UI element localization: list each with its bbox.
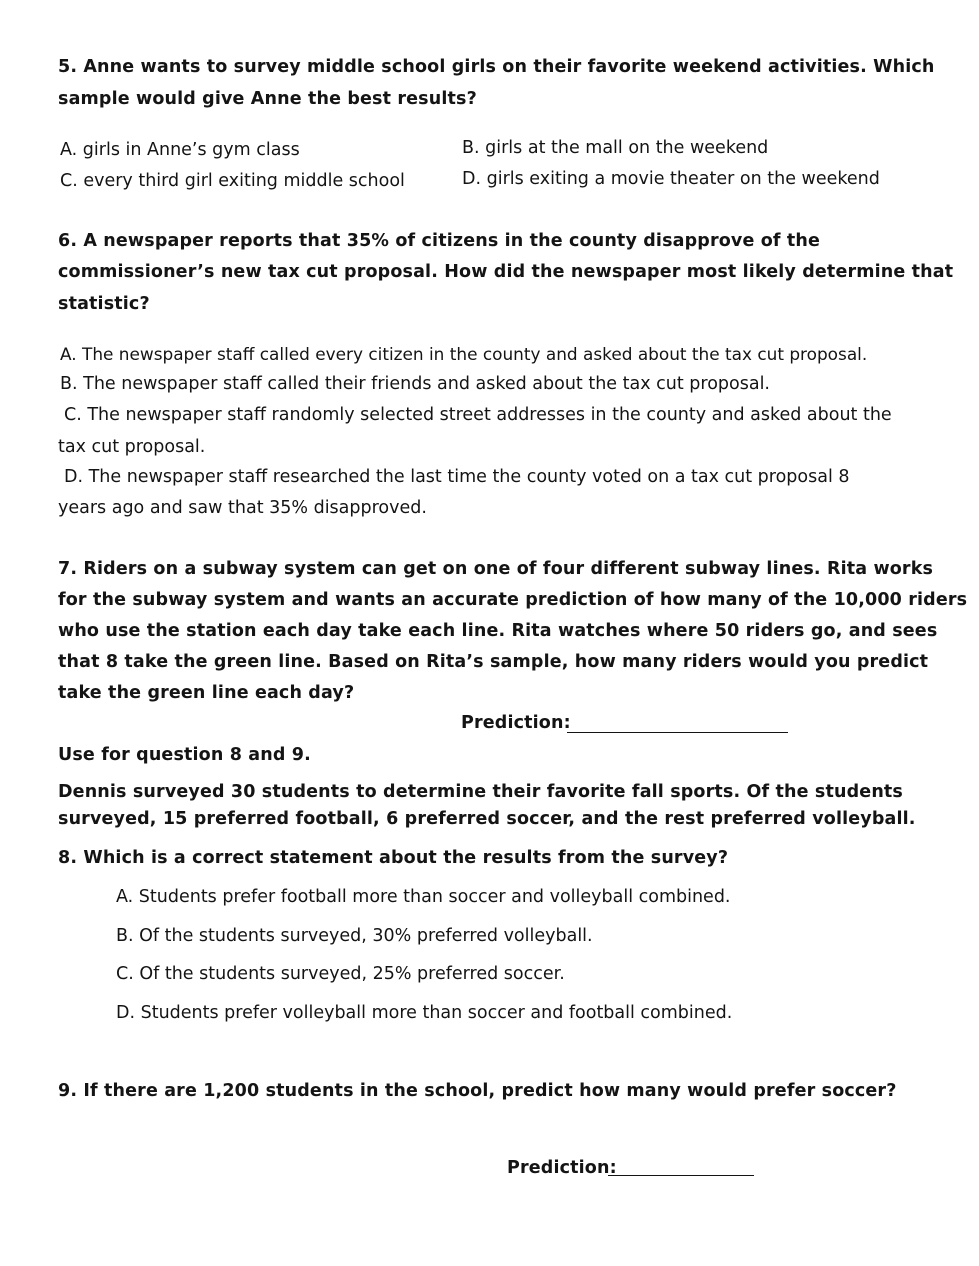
q7-prediction-label: Prediction: <box>461 713 571 733</box>
q7-stem-line-2: for the subway system and wants an accurate prediction of how many of the 10,000 riders <box>58 590 968 610</box>
q7-stem-line-3: who use the station each day take each line. Rita watches where 50 riders go, and sees <box>58 621 938 641</box>
q5-stem-line-1: 5. Anne wants to survey middle school girls on their favorite weekend activities. Which <box>58 57 935 77</box>
q6-stem-line-2: commissioner’s new tax cut proposal. How did the newspaper most likely determine that <box>58 262 954 282</box>
q5-option-b: B. girls at the mall on the weekend <box>462 138 769 158</box>
q6-option-d-line-2: years ago and saw that 35% disapproved. <box>58 498 427 518</box>
shared-note: Use for question 8 and 9. <box>58 745 311 765</box>
q9-prediction-answer-line[interactable] <box>608 1175 754 1176</box>
q6-stem-line-3: statistic? <box>58 294 150 314</box>
q7-stem-line-1: 7. Riders on a subway system can get on one of four different subway lines. Rita works <box>58 559 934 579</box>
q6-option-a: A. The newspaper staff called every citizen in the county and asked about the tax cut proposal. <box>60 344 868 364</box>
q7-stem-line-4: that 8 take the green line. Based on Rita’s sample, how many riders would you predict <box>58 652 929 672</box>
q5-option-a: A. girls in Anne’s gym class <box>60 140 300 160</box>
q5-stem-line-2: sample would give Anne the best results? <box>58 89 477 109</box>
q7-prediction-answer-line[interactable] <box>567 732 788 733</box>
shared-context-line-2: surveyed, 15 preferred football, 6 preferred soccer, and the rest preferred volleyball. <box>58 809 916 829</box>
q6-option-b: B. The newspaper staff called their friends and asked about the tax cut proposal. <box>60 374 770 394</box>
q6-option-c-line-2: tax cut proposal. <box>58 437 206 457</box>
q6-stem-line-1: 6. A newspaper reports that 35% of citizens in the county disapprove of the <box>58 231 821 251</box>
shared-context-line-1: Dennis surveyed 30 students to determine their favorite fall sports. Of the students <box>58 782 904 802</box>
q5-option-c: C. every third girl exiting middle school <box>60 171 405 191</box>
q8-stem: 8. Which is a correct statement about the results from the survey? <box>58 848 729 868</box>
q9-stem: 9. If there are 1,200 students in the school, predict how many would prefer soccer? <box>58 1081 897 1101</box>
q7-stem-line-5: take the green line each day? <box>58 683 355 703</box>
q8-option-a: A. Students prefer football more than soccer and volleyball combined. <box>116 887 731 907</box>
q6-option-d-line-1: D. The newspaper staff researched the last time the county voted on a tax cut proposal 8 <box>64 467 850 487</box>
q8-option-c: C. Of the students surveyed, 25% preferred soccer. <box>116 964 565 984</box>
q8-option-d: D. Students prefer volleyball more than soccer and football combined. <box>116 1003 733 1023</box>
q5-option-d: D. girls exiting a movie theater on the weekend <box>462 169 880 189</box>
q9-prediction-label: Prediction: <box>507 1158 617 1178</box>
q8-option-b: B. Of the students surveyed, 30% preferred volleyball. <box>116 926 593 946</box>
q6-option-c-line-1: C. The newspaper staff randomly selected street addresses in the county and asked about the <box>64 405 892 425</box>
